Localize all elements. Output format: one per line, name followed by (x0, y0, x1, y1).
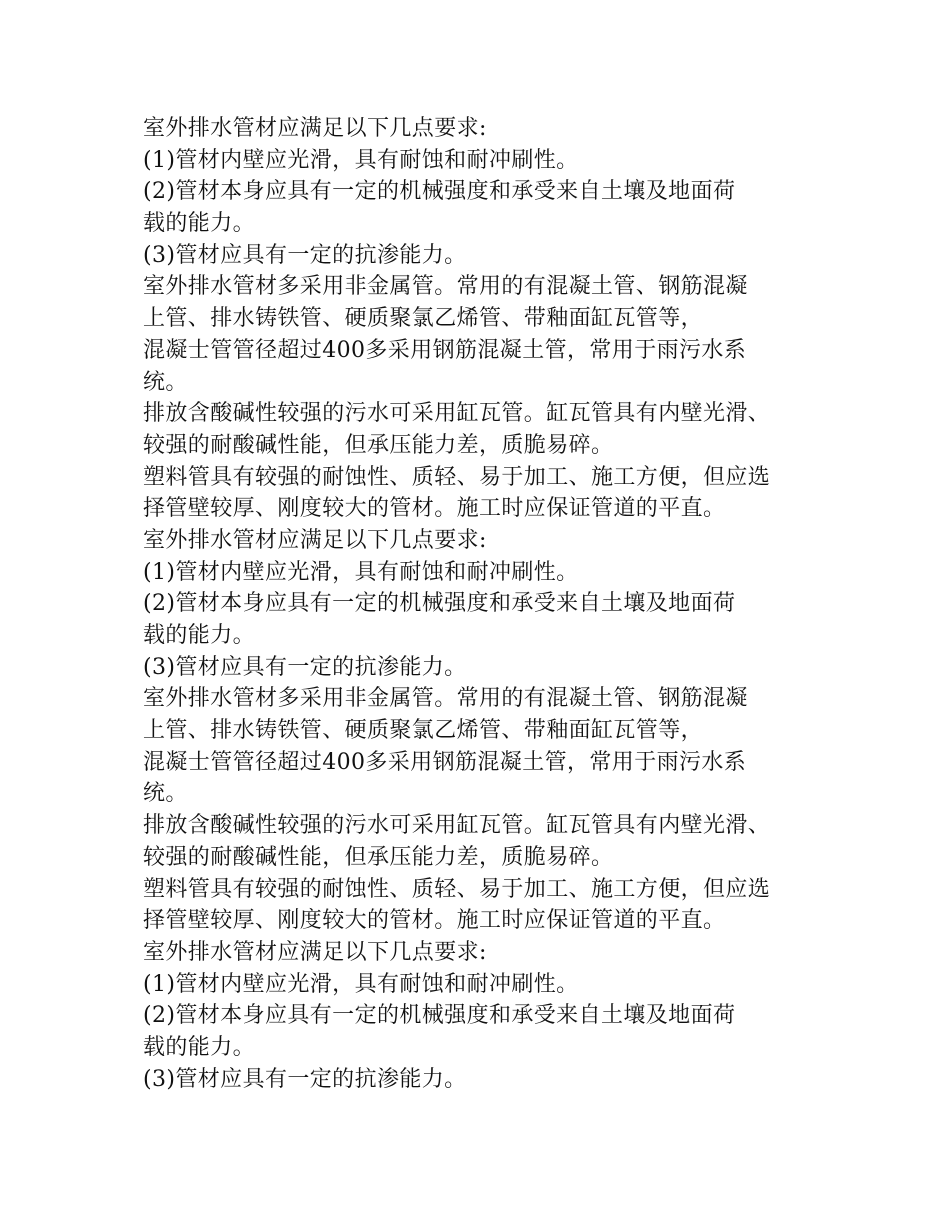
text-line: (2)管材本身应具有一定的机械强度和承受来自土壤及地面荷 (143, 179, 736, 205)
text-line: 排放含酸碱性较强的污水可采用缸瓦管。缸瓦管具有内壁光滑、 (143, 813, 771, 839)
text-line: 上管、排水铸铁管、硬质聚氯乙烯管、带釉面缸瓦管等， (143, 718, 704, 744)
text-line: 室外排水管材多采用非金属管。常用的有混凝土管、钢筋混凝 (143, 274, 748, 300)
text-line: 择管壁较厚、刚度较大的管材。施工时应保证管道的平直。 (143, 496, 726, 522)
text-line: 塑料管具有较强的耐蚀性、质轻、易于加工、施工方便，但应选 (143, 464, 771, 490)
document-body (143, 113, 833, 1095)
text-line: 较强的耐酸碱性能，但承压能力差，质脆易碎。 (143, 844, 614, 870)
text-line: (2)管材本身应具有一定的机械强度和承受来自土壤及地面荷 (143, 591, 736, 617)
text-line: (3)管材应具有一定的抗渗能力。 (143, 1066, 467, 1092)
text-line: 载的能力。 (143, 623, 256, 648)
text-line: 较强的耐酸碱性能，但承压能力差，质脆易碎。 (143, 432, 614, 458)
text-line: 塑料管具有较强的耐蚀性、质轻、易于加工、施工方便，但应选 (143, 876, 771, 902)
text-line: 混凝士管管径超过400多采用钢筋混凝土管，常用于雨污水系 (143, 749, 747, 775)
text-line: 上管、排水铸铁管、硬质聚氯乙烯管、带釉面缸瓦管等， (143, 306, 704, 332)
text-line: 载的能力。 (143, 211, 256, 237)
text-line: 择管壁较厚、刚度较大的管材。施工时应保证管道的平直。 (143, 908, 726, 934)
text-line: (1)管材内壁应光滑，具有耐蚀和耐冲刷性。 (143, 147, 579, 173)
text-line: 载的能力。 (143, 1034, 256, 1060)
text-line: 统。 (143, 369, 188, 395)
text-line: (3)管材应具有一定的抗渗能力。 (143, 654, 467, 680)
text-line: 室外排水管材应满足以下几点要求: (143, 527, 487, 553)
text-line: (2)管材本身应具有一定的机械强度和承受来自土壤及地面荷 (143, 1003, 736, 1029)
text-line: (1)管材内壁应光滑，具有耐蚀和耐冲刷性。 (143, 559, 579, 585)
text-line: 统。 (143, 781, 188, 807)
text-line: (1)管材内壁应光滑，具有耐蚀和耐冲刷性。 (143, 971, 579, 997)
text-line: 排放含酸碱性较强的污水可采用缸瓦管。缸瓦管具有内壁光滑、 (143, 401, 771, 427)
text-line: (3)管材应具有一定的抗渗能力。 (143, 242, 467, 268)
text-line: 室外排水管材多采用非金属管。常用的有混凝土管、钢筋混凝 (143, 686, 748, 712)
text-line: 室外排水管材应满足以下几点要求: (143, 939, 487, 965)
text-line: 混凝士管管径超过400多采用钢筋混凝土管，常用于雨污水系 (143, 337, 747, 363)
text-line: 室外排水管材应满足以下几点要求: (143, 116, 487, 141)
